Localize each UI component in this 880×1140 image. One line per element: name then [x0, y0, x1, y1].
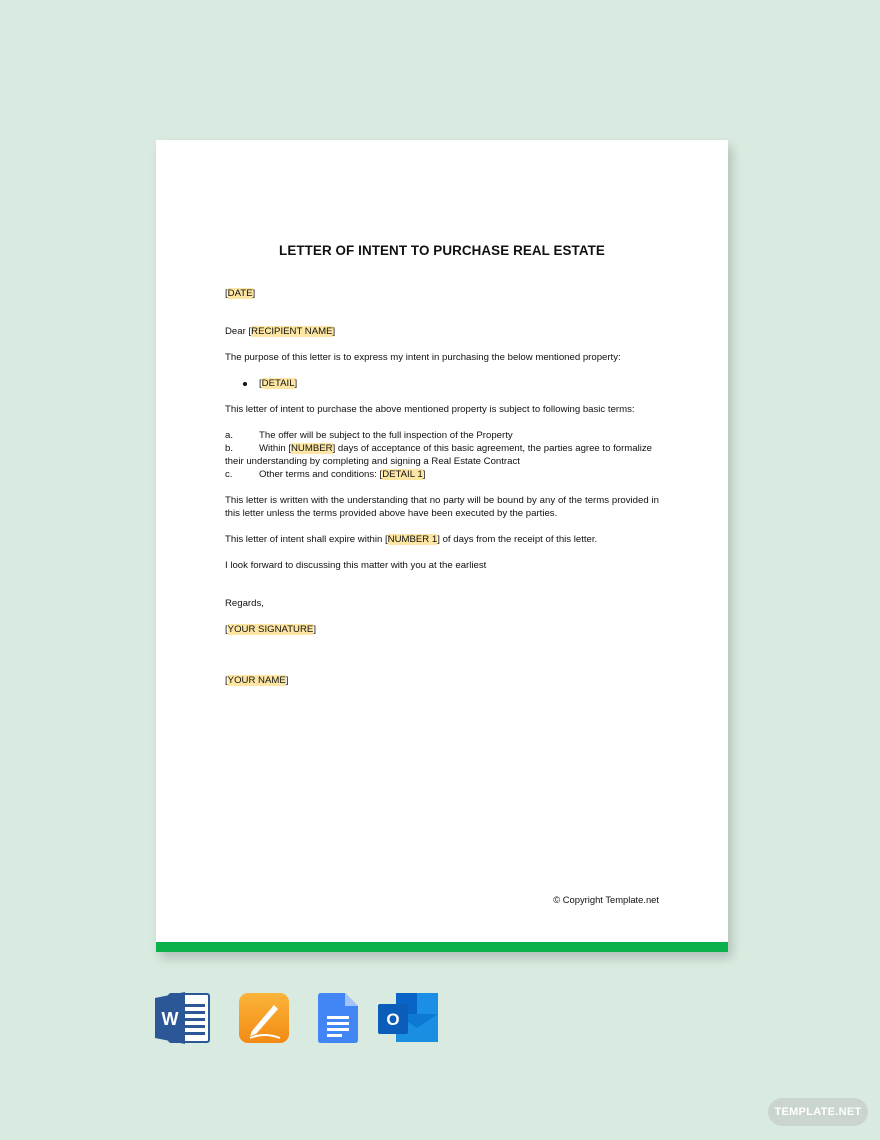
name-line: [YOUR NAME] — [225, 675, 289, 686]
expiry-line: This letter of intent shall expire within [NUMBER 1] of days from the receipt of this letter. — [225, 534, 598, 545]
terms-intro: This letter of intent to purchase the above mentioned property is subject to following basic terms: — [225, 404, 635, 415]
term-a-text: The offer will be subject to the full inspection of the Property — [259, 430, 513, 441]
app-icons-row — [0, 992, 880, 1044]
expiry-prefix: This letter of intent shall expire within — [225, 534, 385, 545]
letter-title: LETTER OF INTENT TO PURCHASE REAL ESTATE — [279, 243, 605, 258]
term-a — [225, 429, 659, 442]
microsoft-outlook-icon[interactable] — [378, 992, 440, 1044]
term-c-label: c. — [225, 469, 233, 480]
date-line: [DATE] — [225, 288, 256, 299]
green-footer-bar — [156, 942, 728, 952]
regards-line: Regards, — [225, 598, 264, 609]
bullet-dot — [243, 382, 247, 386]
outlook-letter: O — [386, 1010, 400, 1029]
greeting-line: Dear [RECIPIENT NAME] — [225, 326, 336, 337]
term-b-continuation: their understanding by completing and signing a Real Estate Contract — [225, 456, 520, 467]
term-b-label: b. — [225, 443, 234, 454]
term-b-suffix: days of acceptance of this basic agreement, the parties agree to formalize — [335, 443, 653, 454]
signature-placeholder: YOUR SIGNATURE — [227, 624, 314, 635]
number-1-placeholder: NUMBER 1 — [387, 534, 438, 545]
understanding-paragraph: This letter is written with the understanding that no party will be bound by any of the terms provided in this letter unless the terms provided above have been executed by the parties. — [225, 495, 659, 519]
signature-line: [YOUR SIGNATURE] — [225, 624, 316, 635]
term-c-prefix: Other terms and conditions: — [259, 469, 380, 480]
term-b: b. Within [NUMBER] days of acceptance of this basic agreement, the parties agree to formalize — [225, 443, 653, 454]
term-c: c. Other terms and conditions: [DETAIL 1] — [225, 469, 426, 480]
greeting-prefix: Dear — [225, 326, 249, 337]
detail-1-placeholder: DETAIL 1 — [382, 469, 423, 480]
number-placeholder: NUMBER — [291, 443, 333, 454]
apple-pages-icon[interactable] — [238, 992, 290, 1044]
date-placeholder: DATE — [227, 288, 253, 299]
term-a-label: a. — [225, 430, 234, 441]
name-placeholder: YOUR NAME — [227, 675, 286, 686]
purpose-paragraph: The purpose of this letter is to express my intent in purchasing the below mentioned property: — [225, 352, 621, 363]
microsoft-word-icon[interactable] — [155, 992, 211, 1044]
copyright-notice: © Copyright Template.net — [553, 894, 659, 905]
detail-placeholder: DETAIL — [261, 378, 295, 389]
word-letter: W — [161, 1009, 179, 1029]
template-net-watermark: TEMPLATE.NET — [768, 1098, 868, 1126]
recipient-placeholder: RECIPIENT NAME — [251, 326, 333, 337]
expiry-suffix: of days from the receipt of this letter. — [439, 534, 598, 545]
term-b-prefix: Within — [259, 443, 289, 454]
document-page: LETTER OF INTENT TO PURCHASE REAL ESTATE [DATE] Dear [RECIPIENT NAME] The purpose of this letter is to express my intent in purchasing the below mentioned property: [DETAIL] This letter of intent to purchase the above mentioned property is subject to following basic terms: a. The offer will be subject to the full inspection of the Property b. Within [NUMBER] days of acceptance of this basic agreement, the parties agree to formalize their understanding by completing and signing a Real Estate Contract c. Other terms and conditions: [DETAIL 1] This letter is written with the understanding that no party will be bound by any of the terms provided in this letter unless the terms provided above have been executed by the parties. This letter of intent shall expire within [NUMBER 1] of days from the receipt of this letter. I look forward to discussing this matter with you at the earliest Regards, [YOUR SIGNATURE] [YOUR NAME] © Copyright Template.net — [156, 140, 728, 952]
google-docs-icon[interactable] — [316, 992, 360, 1044]
closing-line: I look forward to discussing this matter with you at the earliest — [225, 560, 487, 571]
